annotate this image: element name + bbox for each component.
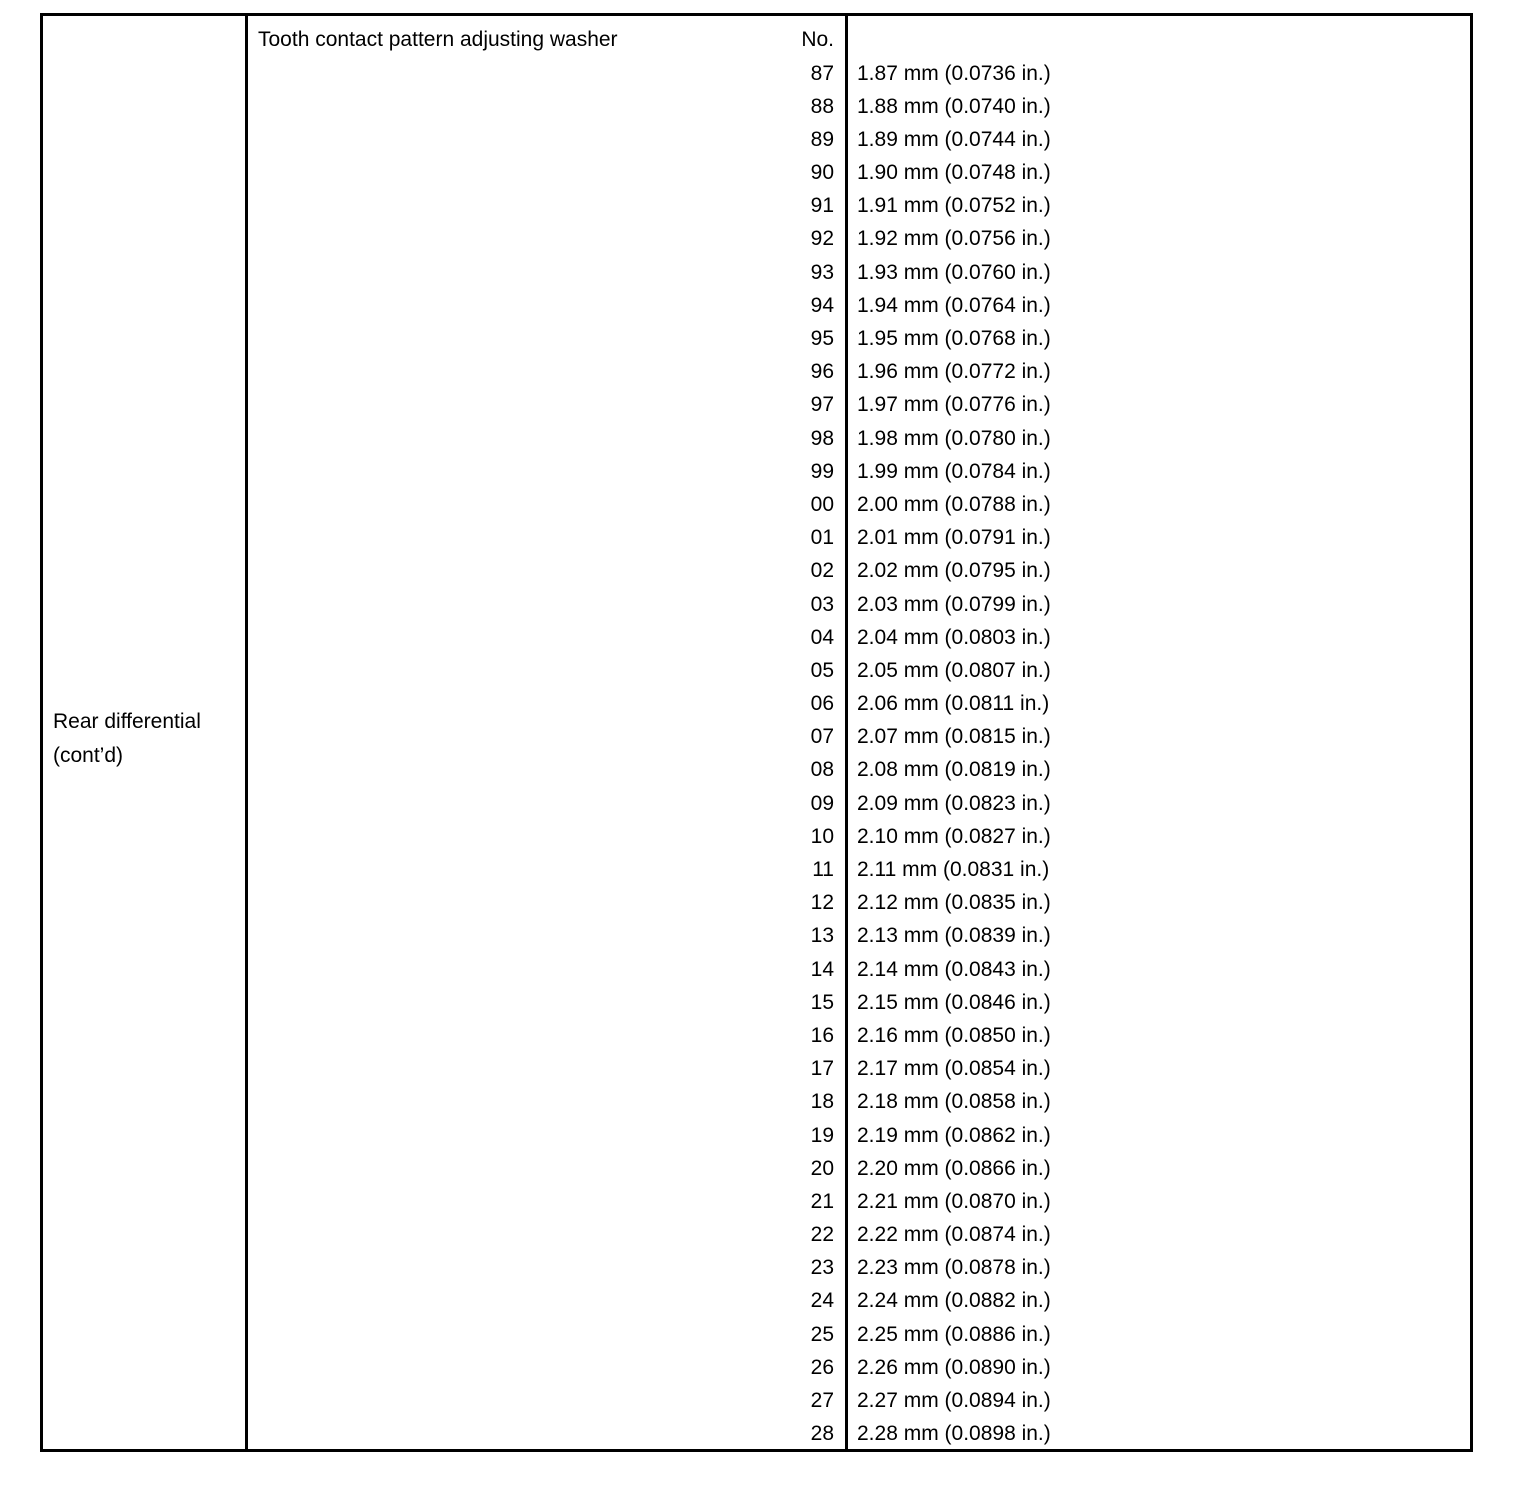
washer-thickness: 2.01 mm (0.0791 in.): [857, 526, 1051, 550]
washer-thickness: 1.89 mm (0.0744 in.): [857, 127, 1051, 151]
washer-number: 00: [810, 492, 834, 516]
washer-number: 17: [810, 1057, 834, 1081]
washer-thickness: 2.26 mm (0.0890 in.): [857, 1355, 1051, 1379]
washer-thickness: 2.05 mm (0.0807 in.): [857, 658, 1051, 682]
category-line: Rear differential: [53, 710, 201, 733]
washer-number: 97: [810, 393, 834, 417]
washer-number: 28: [810, 1422, 834, 1446]
washer-number: 92: [810, 227, 834, 251]
category-label: [53, 705, 201, 773]
washer-number: 27: [810, 1389, 834, 1412]
washer-number: 15: [810, 990, 834, 1014]
washer-thickness: 2.20 mm (0.0866 in.): [857, 1156, 1051, 1180]
washer-number: 95: [810, 327, 834, 350]
washer-thickness: 2.28 mm (0.0898 in.): [857, 1422, 1051, 1446]
washer-number: 26: [810, 1355, 834, 1379]
washer-number: 18: [810, 1090, 834, 1114]
washer-number: 14: [810, 957, 834, 981]
washer-number: 22: [810, 1223, 834, 1247]
washer-thickness: 2.10 mm (0.0827 in.): [857, 824, 1051, 848]
washer-thickness: 2.00 mm (0.0788 in.): [857, 492, 1051, 516]
washer-number: 21: [810, 1189, 834, 1213]
washer-thickness: 1.95 mm (0.0768 in.): [857, 327, 1051, 350]
washer-number: 11: [812, 858, 834, 881]
washer-number: 06: [810, 692, 834, 716]
washer-number-list: [811, 61, 834, 1455]
washer-number: 90: [810, 161, 834, 185]
washer-number: 16: [810, 1023, 834, 1047]
thickness-list: [857, 61, 1051, 1455]
washer-number: 96: [810, 360, 834, 384]
washer-thickness: 1.90 mm (0.0748 in.): [857, 161, 1051, 185]
washer-number: 93: [810, 260, 834, 284]
washer-number: 08: [810, 758, 834, 782]
washer-number: 04: [810, 625, 834, 649]
washer-number: 87: [810, 61, 834, 85]
washer-thickness: 2.06 mm (0.0811 in.): [857, 692, 1050, 716]
washer-thickness: 2.03 mm (0.0799 in.): [857, 592, 1051, 616]
washer-thickness: 1.96 mm (0.0772 in.): [857, 360, 1051, 384]
washer-thickness: 1.87 mm (0.0736 in.): [857, 61, 1051, 85]
washer-number: 12: [810, 891, 834, 915]
washer-thickness: 2.18 mm (0.0858 in.): [857, 1090, 1051, 1114]
washer-number: 05: [810, 658, 834, 682]
washer-thickness: 2.04 mm (0.0803 in.): [857, 625, 1051, 649]
washer-thickness: 1.94 mm (0.0764 in.): [857, 293, 1051, 317]
washer-number: 09: [810, 791, 834, 815]
washer-number: 89: [810, 127, 834, 151]
washer-thickness: 1.97 mm (0.0776 in.): [857, 393, 1051, 417]
category-column: [43, 16, 248, 1449]
washer-thickness: 2.07 mm (0.0815 in.): [857, 725, 1051, 749]
value-column: [848, 16, 1470, 1449]
washer-thickness: 2.02 mm (0.0795 in.): [857, 559, 1051, 583]
washer-thickness: 2.09 mm (0.0823 in.): [857, 791, 1051, 815]
washer-number: 10: [810, 824, 834, 848]
washer-thickness: 2.08 mm (0.0819 in.): [857, 758, 1051, 782]
washer-number: 23: [810, 1256, 834, 1280]
washer-thickness: 2.13 mm (0.0839 in.): [857, 924, 1051, 948]
no-column-header: No.: [801, 28, 834, 51]
washer-thickness: 2.22 mm (0.0874 in.): [857, 1223, 1051, 1247]
washer-thickness: 2.16 mm (0.0850 in.): [857, 1023, 1051, 1047]
washer-thickness: 2.23 mm (0.0878 in.): [857, 1256, 1051, 1280]
washer-thickness: 2.24 mm (0.0882 in.): [857, 1289, 1051, 1313]
washer-number: 13: [810, 924, 834, 948]
washer-number: 88: [810, 94, 834, 118]
item-title: Tooth contact pattern adjusting washer: [258, 28, 618, 51]
item-column: [248, 16, 848, 1449]
washer-number: 07: [810, 725, 834, 749]
washer-thickness: 2.25 mm (0.0886 in.): [857, 1322, 1051, 1346]
washer-number: 98: [810, 426, 834, 450]
spec-table: [40, 13, 1473, 1452]
washer-thickness: 2.21 mm (0.0870 in.): [857, 1189, 1051, 1213]
washer-thickness: 1.98 mm (0.0780 in.): [857, 426, 1051, 450]
category-line: (cont’d): [53, 744, 124, 767]
washer-thickness: 2.19 mm (0.0862 in.): [857, 1123, 1051, 1147]
washer-number: 20: [810, 1156, 834, 1180]
washer-thickness: 2.14 mm (0.0843 in.): [857, 957, 1051, 981]
washer-thickness: 2.27 mm (0.0894 in.): [857, 1389, 1051, 1412]
washer-thickness: 2.11 mm (0.0831 in.): [857, 858, 1050, 881]
washer-thickness: 1.93 mm (0.0760 in.): [857, 260, 1051, 284]
washer-thickness: 2.17 mm (0.0854 in.): [857, 1057, 1051, 1081]
washer-number: 94: [810, 293, 834, 317]
washer-number: 24: [810, 1289, 834, 1313]
washer-number: 03: [810, 592, 834, 616]
washer-thickness: 2.15 mm (0.0846 in.): [857, 990, 1051, 1014]
washer-number: 99: [810, 459, 834, 483]
washer-thickness: 1.99 mm (0.0784 in.): [857, 459, 1051, 483]
washer-number: 02: [810, 559, 834, 583]
washer-number: 25: [810, 1322, 834, 1346]
washer-number: 01: [810, 526, 834, 550]
washer-number: 19: [810, 1123, 834, 1147]
washer-thickness: 2.12 mm (0.0835 in.): [857, 891, 1051, 915]
washer-thickness: 1.91 mm (0.0752 in.): [857, 194, 1051, 218]
washer-thickness: 1.92 mm (0.0756 in.): [857, 227, 1051, 251]
washer-thickness: 1.88 mm (0.0740 in.): [857, 94, 1051, 118]
washer-number: 91: [810, 194, 834, 218]
